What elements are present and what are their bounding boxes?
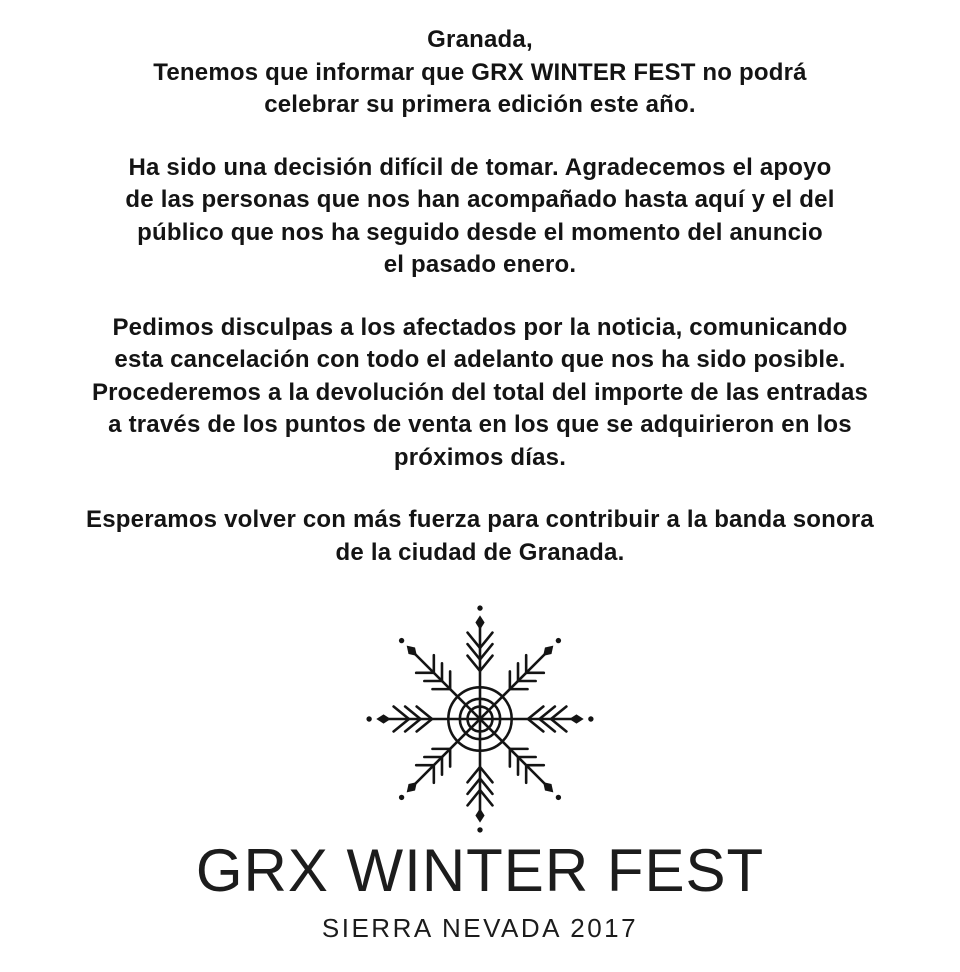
text-line: el pasado enero. xyxy=(383,251,577,278)
festival-logo xyxy=(196,599,764,941)
snowflake-icon xyxy=(360,599,600,839)
text-line: celebrar su primera edición este año. xyxy=(264,91,696,118)
festival-name: GRX WINTER FEST xyxy=(195,837,765,904)
festival-edition: SIERRA NEVADA 2017 xyxy=(321,913,639,943)
text-line: a través de los puntos de venta en los que se adquirieron en los xyxy=(108,411,852,438)
text-line: público que nos ha seguido desde el momento del anuncio xyxy=(137,218,823,246)
announcement-paragraph xyxy=(86,312,874,475)
text-line: esta cancelación con todo el adelanto que nos ha sido posible. xyxy=(114,346,846,373)
text-line: Esperamos volver con más fuerza para contribuir a la banda sonora xyxy=(86,506,874,533)
text-line: de las personas que nos han acompañado hasta aquí y el del xyxy=(125,186,835,213)
text-line: Pedimos disculpas a los afectados por la noticia, comunicando xyxy=(112,313,848,341)
text-line: Ha sido una decisión difícil de tomar. Agradecemos el apoyo xyxy=(128,153,832,181)
announcement-paragraph xyxy=(86,152,874,282)
announcement-text xyxy=(86,24,874,599)
text-line: de la ciudad de Granada. xyxy=(335,538,625,566)
text-line: Granada, xyxy=(427,26,533,53)
text-line: Procederemos a la devolución del total del importe de las entradas xyxy=(91,378,869,406)
text-line: próximos días. xyxy=(393,443,567,471)
announcement-paragraph xyxy=(86,504,874,569)
announcement-paragraph xyxy=(86,24,874,122)
text-line: Tenemos que informar que GRX WINTER FEST no podrá xyxy=(153,58,807,86)
